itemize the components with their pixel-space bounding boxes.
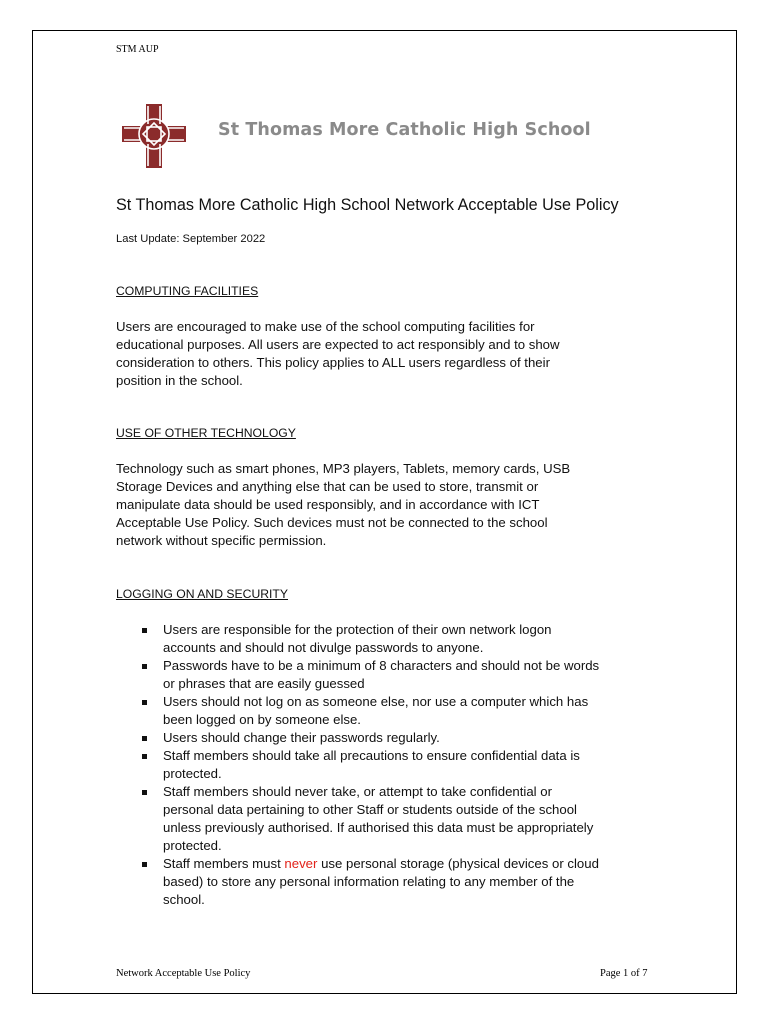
heading-other-technology: USE OF OTHER TECHNOLOGY [116,426,296,440]
bullet-line: school. [163,892,205,907]
bullet-square-icon [142,628,147,633]
bullet-line: unless previously authorised. If authorised this data must be appropriately [163,820,594,835]
bullet-square-icon [142,862,147,867]
paragraph-line: Acceptable Use Policy. Such devices must not be connected to the school [116,515,548,530]
list-item [116,657,656,693]
bullet-square-icon [142,754,147,759]
bullet-line: been logged on by someone else. [163,712,361,727]
bullet-text-after: use personal storage (physical devices or cloud [317,856,599,871]
paragraph-line: network without specific permission. [116,533,327,548]
bullet-line: Staff members should never take, or attempt to take confidential or [163,784,552,799]
header-doc-code: STM AUP [116,44,159,55]
paragraph-line: consideration to others. This policy applies to ALL users regardless of their [116,355,550,370]
bullet-square-icon [142,736,147,741]
bullet-line: Users should change their passwords regularly. [163,730,440,745]
paragraph-other-technology [116,460,636,550]
paragraph-line: position in the school. [116,373,243,388]
bullet-line: accounts and should not divulge passwords to anyone. [163,640,484,655]
list-item [116,621,656,657]
school-crest-logo [122,104,186,168]
bullet-line: Passwords have to be a minimum of 8 characters and should not be words [163,658,600,673]
last-update: Last Update: September 2022 [116,233,266,245]
bullet-line: Users should not log on as someone else, nor use a computer which has [163,694,589,709]
bullet-line [163,855,656,873]
bullet-line: or phrases that are easily guessed [163,676,365,691]
bullet-line: protected. [163,838,222,853]
paragraph-line: Technology such as smart phones, MP3 players, Tablets, memory cards, USB [116,461,571,476]
heading-computing-facilities: COMPUTING FACILITIES [116,284,259,298]
paragraph-line: educational purposes. All users are expected to act responsibly and to show [116,337,560,352]
emphasis-never: never [284,856,318,871]
list-item [116,855,656,909]
bullet-square-icon [142,664,147,669]
bullet-text-before: Staff members must [163,856,285,871]
paragraph-computing-facilities [116,318,636,390]
bullet-line: personal data pertaining to other Staff or students outside of the school [163,802,577,817]
paragraph-line: Users are encouraged to make use of the school computing facilities for [116,319,535,334]
list-item [116,783,656,855]
bullet-line: based) to store any personal information relating to any member of the [163,874,575,889]
paragraph-line: Storage Devices and anything else that can be used to store, transmit or [116,479,539,494]
list-item [116,747,656,783]
list-item [116,729,656,747]
bullet-line: Users are responsible for the protection of their own network logon [163,622,552,637]
bullet-line: protected. [163,766,222,781]
bullet-square-icon [142,700,147,705]
footer-page-number: Page 1 of 7 [600,968,648,979]
list-item [116,693,656,729]
bullet-line: Staff members should take all precautions to ensure confidential data is [163,748,580,763]
heading-logging-security: LOGGING ON AND SECURITY [116,587,289,601]
document-title: St Thomas More Catholic High School Network Acceptable Use Policy [116,196,619,214]
bullet-square-icon [142,790,147,795]
paragraph-line: manipulate data should be used responsibly, and in accordance with ICT [116,497,540,512]
footer-document-name: Network Acceptable Use Policy [116,968,251,979]
security-bullet-list [116,621,656,909]
school-name: St Thomas More Catholic High School [218,120,591,140]
